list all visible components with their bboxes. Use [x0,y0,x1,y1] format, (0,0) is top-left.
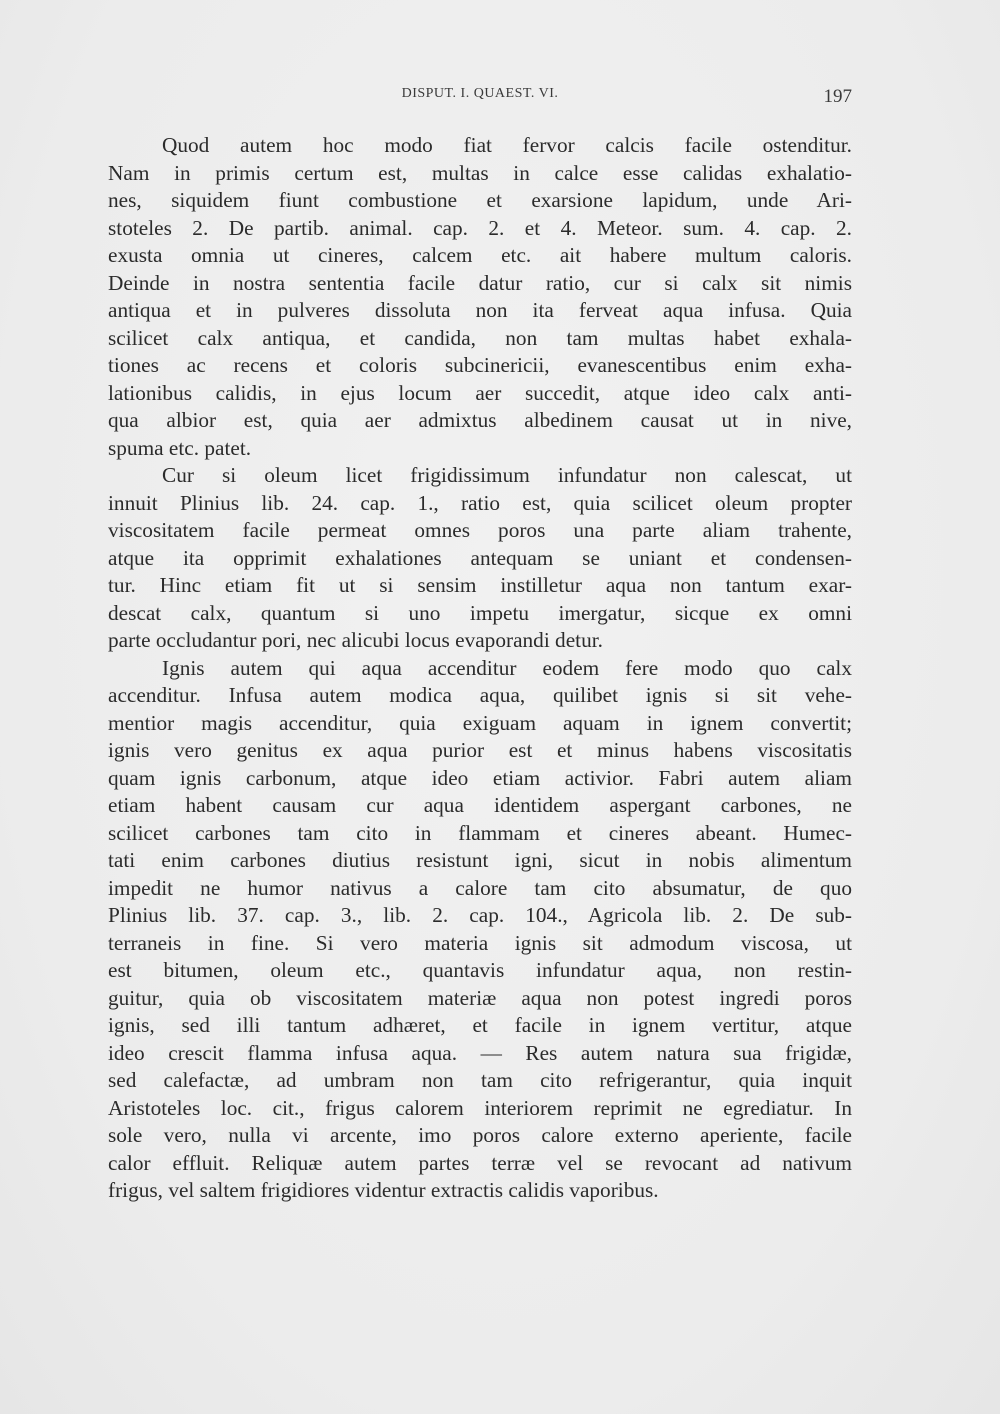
text-line: parte occludantur pori, nec alicubi locus evaporandi detur. [108,628,603,652]
text-line: terraneis in fine. Si vero materia ignis sit admodum viscosa, ut [108,930,852,955]
text-line: antiqua et in pulveres dissoluta non ita ferveat aqua infusa. Quia [108,298,852,322]
text-line: quam ignis carbonum, atque ideo etiam activior. Fabri autem aliam [108,765,852,790]
text-line: tati enim carbones diutius resistunt igni, sicut in nobis alimentum [108,848,852,872]
text-line: sed calefactæ, ad umbram non tam cito refrigerantur, quia inquit [108,1068,852,1092]
text-line: sole vero, nulla vi arcente, imo poros calore externo aperiente, facile [108,1123,852,1147]
text-line: mentior magis accenditur, quia exiguam aquam in ignem convertit; [108,710,852,735]
text-line: exusta omnia ut cineres, calcem etc. ait habere multum caloris. [108,243,852,267]
text-line: frigus, vel saltem frigidiores videntur extractis calidis vaporibus. [108,1178,659,1202]
text-line: scilicet calx antiqua, et candida, non tam multas habet exhala- [108,325,852,350]
text-line: descat calx, quantum si uno impetu imergatur, sicque ex omni [108,600,852,625]
text-line: Aristoteles loc. cit., frigus calorem interiorem reprimit ne egrediatur. In [108,1095,852,1120]
page-number: 197 [823,86,852,107]
text-line: Plinius lib. 37. cap. 3., lib. 2. cap. 104., Agricola lib. 2. De sub- [108,903,852,927]
text-line: ignis vero genitus ex aqua purior est et minus habens viscositatis [108,738,852,762]
text-line: scilicet carbones tam cito in flammam et cineres abeant. Humec- [108,820,852,845]
text-line: nes, siquidem fiunt combustione et exarsione lapidum, unde Ari- [108,188,852,212]
text-line: impedit ne humor nativus a calore tam cito absumatur, de quo [108,875,852,900]
text-line: etiam habent causam cur aqua identidem aspergant carbones, ne [108,793,852,817]
text-line: Deinde in nostra sententia facile datur ratio, cur si calx sit nimis [108,270,852,295]
text-line: guitur, quia ob viscositatem materiæ aqua non potest ingredi poros [108,985,852,1010]
text-line: spuma etc. patet. [108,435,252,460]
text-line: qua albior est, quia aer admixtus albedinem causat ut in nive, [108,408,852,432]
text-line: accenditur. Infusa autem modica aqua, quilibet ignis si sit vehe- [108,683,852,707]
text-line: Ignis autem qui aqua accenditur eodem fere modo quo calx [162,655,852,680]
text-line: Nam in primis certum est, multas in calce esse calidas exhalatio- [108,160,852,185]
text-line: calor effluit. Reliquæ autem partes terræ vel se revocant ad nativum [108,1150,852,1175]
running-header [108,86,852,110]
text-line: ignis, sed illi tantum adhæret, et facile in ignem vertitur, atque [108,1013,852,1037]
text-line: innuit Plinius lib. 24. cap. 1., ratio est, quia scilicet oleum propter [108,490,852,515]
text-line: ideo crescit flamma infusa aqua. — Res autem natura sua frigidæ, [108,1040,852,1065]
running-title: DISPUT. I. QUAEST. VI. [401,86,559,101]
text-line: lationibus calidis, in ejus locum aer succedit, atque ideo calx anti- [108,380,852,405]
body-text [108,132,852,1205]
text-line: Quod autem hoc modo fiat fervor calcis facile ostenditur. [162,133,852,157]
text-line: Cur si oleum licet frigidissimum infundatur non calescat, ut [162,463,852,487]
text-line: atque ita opprimit exhalationes antequam se uniant et condensen- [108,545,852,570]
text-line: tiones ac recens et coloris subcinericii, evanescentibus enim exha- [108,353,852,377]
text-line: stoteles 2. De partib. animal. cap. 2. et 4. Meteor. sum. 4. cap. 2. [108,215,852,240]
text-line: viscositatem facile permeat omnes poros una parte aliam trahente, [108,518,852,542]
text-line: est bitumen, oleum etc., quantavis infundatur aqua, non restin- [108,958,852,982]
text-line: tur. Hinc etiam fit ut si sensim instilletur aqua non tantum exar- [108,573,852,597]
